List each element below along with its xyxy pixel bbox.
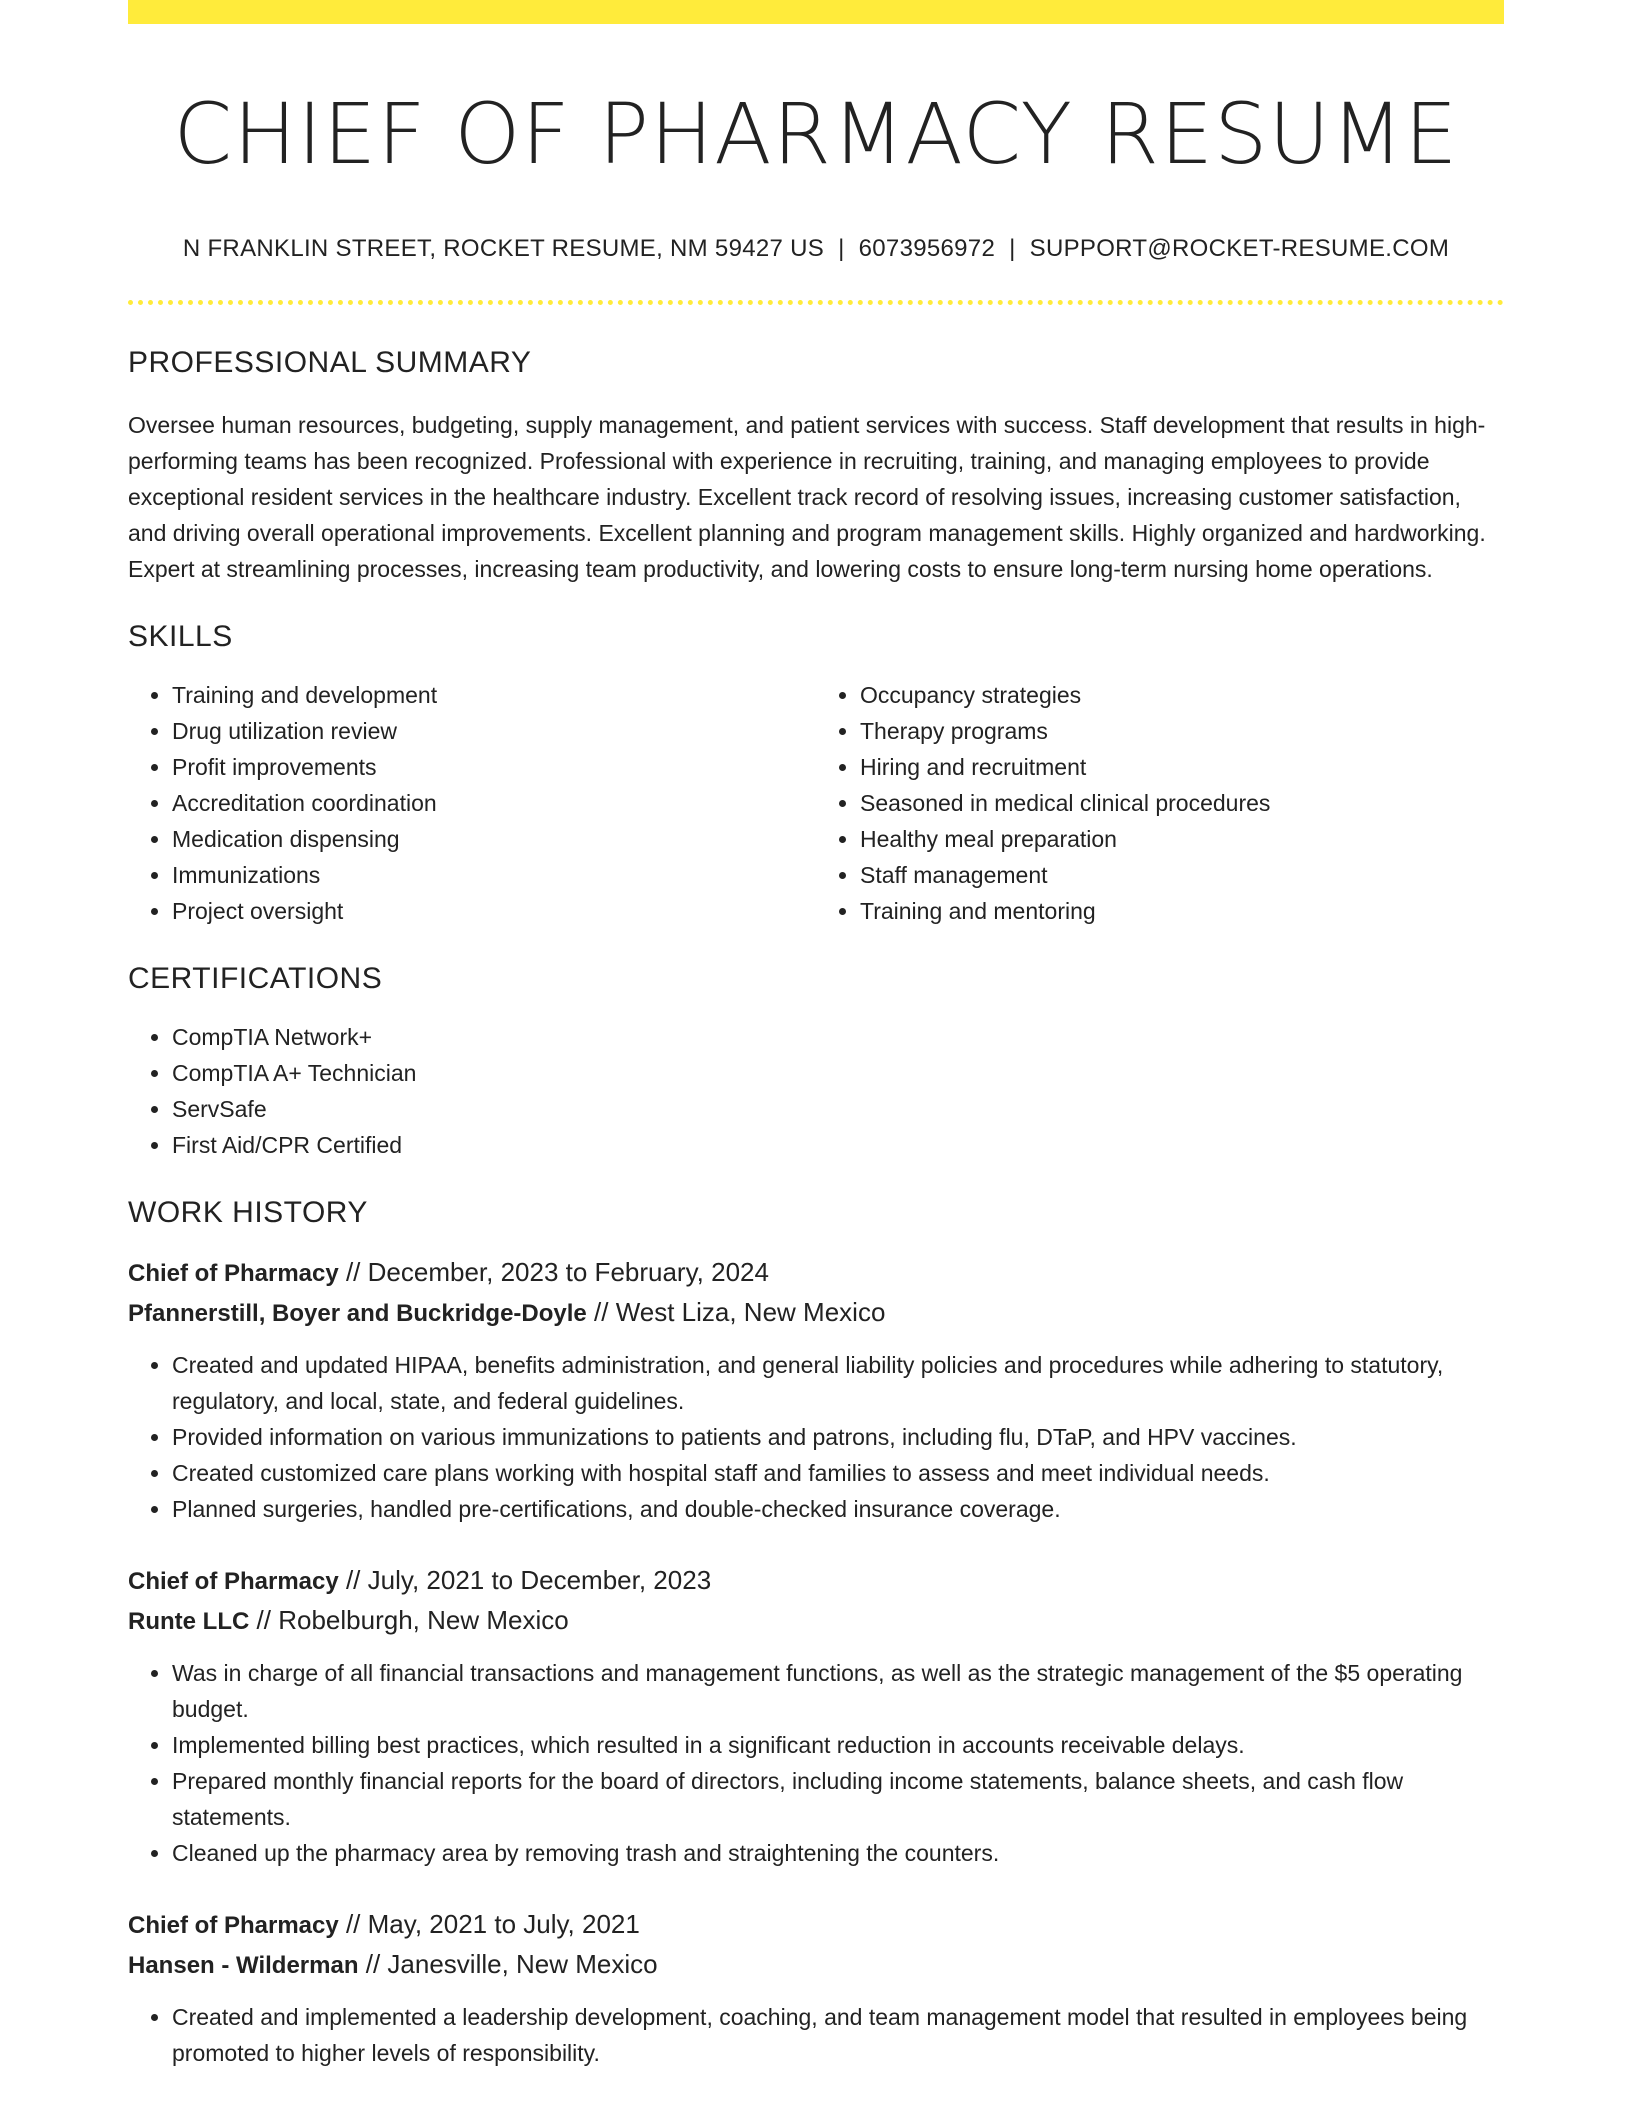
skill-item: • Medication dispensing (172, 821, 816, 857)
contact-separator: | (1009, 235, 1016, 262)
job-bullet: • Created customized care plans working with hospital staff and families to assess and meet individual needs. (172, 1455, 1504, 1491)
skills-list-left (128, 677, 816, 929)
accent-top-bar (128, 0, 1504, 24)
skills-list-right (816, 677, 1504, 929)
skill-item: • Project oversight (172, 893, 816, 929)
contact-address: N FRANKLIN STREET, ROCKET RESUME, NM 59427 US (182, 235, 825, 262)
job-divider: // (586, 1297, 616, 1327)
job-role-line (128, 1905, 1504, 1945)
job-entry (128, 1905, 1504, 2071)
resume-title: CHIEF OF PHARMACY RESUME (173, 85, 1459, 183)
section-title-work-history: WORK HISTORY (128, 1196, 368, 1229)
job-dates: May, 2021 to July, 2021 (367, 1909, 640, 1939)
job-role-line (128, 1561, 1504, 1601)
certification-item: • ServSafe (172, 1091, 1504, 1127)
job-divider: // (358, 1949, 388, 1979)
skill-item: • Therapy programs (860, 713, 1504, 749)
job-dates: December, 2023 to February, 2024 (367, 1257, 769, 1287)
job-role: Chief of Pharmacy (128, 1912, 339, 1939)
job-bullet: • Created and implemented a leadership development, coaching, and team management model that resulted in employees being promoted to higher levels of responsibility. (172, 1999, 1504, 2071)
job-entry (128, 1561, 1504, 1871)
skill-item: • Accreditation coordination (172, 785, 816, 821)
skill-item: • Staff management (860, 857, 1504, 893)
job-company-line (128, 1945, 1504, 1985)
resume-page (128, 0, 1504, 2071)
job-dates: July, 2021 to December, 2023 (367, 1565, 712, 1595)
job-company: Pfannerstill, Boyer and Buckridge-Doyle (128, 1300, 587, 1327)
job-divider: // (249, 1605, 279, 1635)
job-bullet: • Was in charge of all financial transactions and management functions, as well as the strategic management of the $5 operating budget. (172, 1655, 1504, 1727)
job-bullet: • Planned surgeries, handled pre-certifications, and double-checked insurance coverage. (172, 1491, 1504, 1527)
job-company: Hansen - Wilderman (128, 1952, 359, 1979)
job-role: Chief of Pharmacy (128, 1260, 339, 1287)
job-location: West Liza, New Mexico (615, 1297, 886, 1327)
skill-item: • Occupancy strategies (860, 677, 1504, 713)
contact-phone[interactable]: 6073956972 (858, 235, 996, 262)
skill-item: • Training and development (172, 677, 816, 713)
skill-item: • Hiring and recruitment (860, 749, 1504, 785)
job-bullet: • Implemented billing best practices, which resulted in a significant reduction in accounts receivable delays. (172, 1727, 1504, 1763)
skill-item: • Training and mentoring (860, 893, 1504, 929)
skill-item: • Drug utilization review (172, 713, 816, 749)
summary-text: Oversee human resources, budgeting, supply management, and patient services with success. Staff development that results in high-performing teams has been recognized. Professional with experience in recruiting, training, and managing employees to provide exceptional resident services in the healthcare industry. Excellent track record of resolving issues, increasing customer satisfaction, and driving overall operational improvements. Excellent planning and program management skills. Highly organized and hardworking. Expert at streamlining processes, increasing team productivity, and lowering costs to ensure long-term nursing home operations. (128, 412, 1486, 582)
job-role: Chief of Pharmacy (128, 1568, 339, 1595)
job-bullet: • Provided information on various immunizations to patients and patrons, including flu, DTaP, and HPV vaccines. (172, 1419, 1504, 1455)
job-company-line (128, 1293, 1504, 1333)
job-divider: // (338, 1909, 368, 1939)
job-divider: // (338, 1565, 368, 1595)
section-title-certifications: CERTIFICATIONS (128, 962, 383, 995)
job-divider: // (338, 1257, 368, 1287)
section-title-skills: SKILLS (128, 620, 233, 653)
skills-columns (128, 677, 1504, 929)
certifications-list (128, 1019, 1504, 1163)
certification-item: • First Aid/CPR Certified (172, 1127, 1504, 1163)
job-bullets (128, 1655, 1504, 1871)
job-location: Janesville, New Mexico (387, 1949, 658, 1979)
job-entry (128, 1253, 1504, 1527)
job-bullet: • Created and updated HIPAA, benefits administration, and general liability policies and procedures while adhering to statutory, regulatory, and local, state, and federal guidelines. (172, 1347, 1504, 1419)
skill-item: • Seasoned in medical clinical procedures (860, 785, 1504, 821)
job-company-line (128, 1601, 1504, 1641)
contact-separator: | (838, 235, 845, 262)
contact-line (128, 234, 1504, 264)
skill-item: • Immunizations (172, 857, 816, 893)
skill-item: • Profit improvements (172, 749, 816, 785)
certification-item: • CompTIA A+ Technician (172, 1055, 1504, 1091)
job-bullets (128, 1999, 1504, 2071)
job-company: Runte LLC (128, 1608, 250, 1635)
contact-email[interactable]: SUPPORT@ROCKET-RESUME.COM (1029, 235, 1450, 262)
certification-item: • CompTIA Network+ (172, 1019, 1504, 1055)
job-bullet: • Cleaned up the pharmacy area by removing trash and straightening the counters. (172, 1835, 1504, 1871)
job-role-line (128, 1253, 1504, 1293)
skill-item: • Healthy meal preparation (860, 821, 1504, 857)
job-bullets (128, 1347, 1504, 1527)
job-location: Robelburgh, New Mexico (278, 1605, 569, 1635)
section-title-summary: PROFESSIONAL SUMMARY (128, 346, 532, 379)
job-bullet: • Prepared monthly financial reports for the board of directors, including income statements, balance sheets, and cash flow statements. (172, 1763, 1504, 1835)
dotted-divider (128, 300, 1504, 305)
